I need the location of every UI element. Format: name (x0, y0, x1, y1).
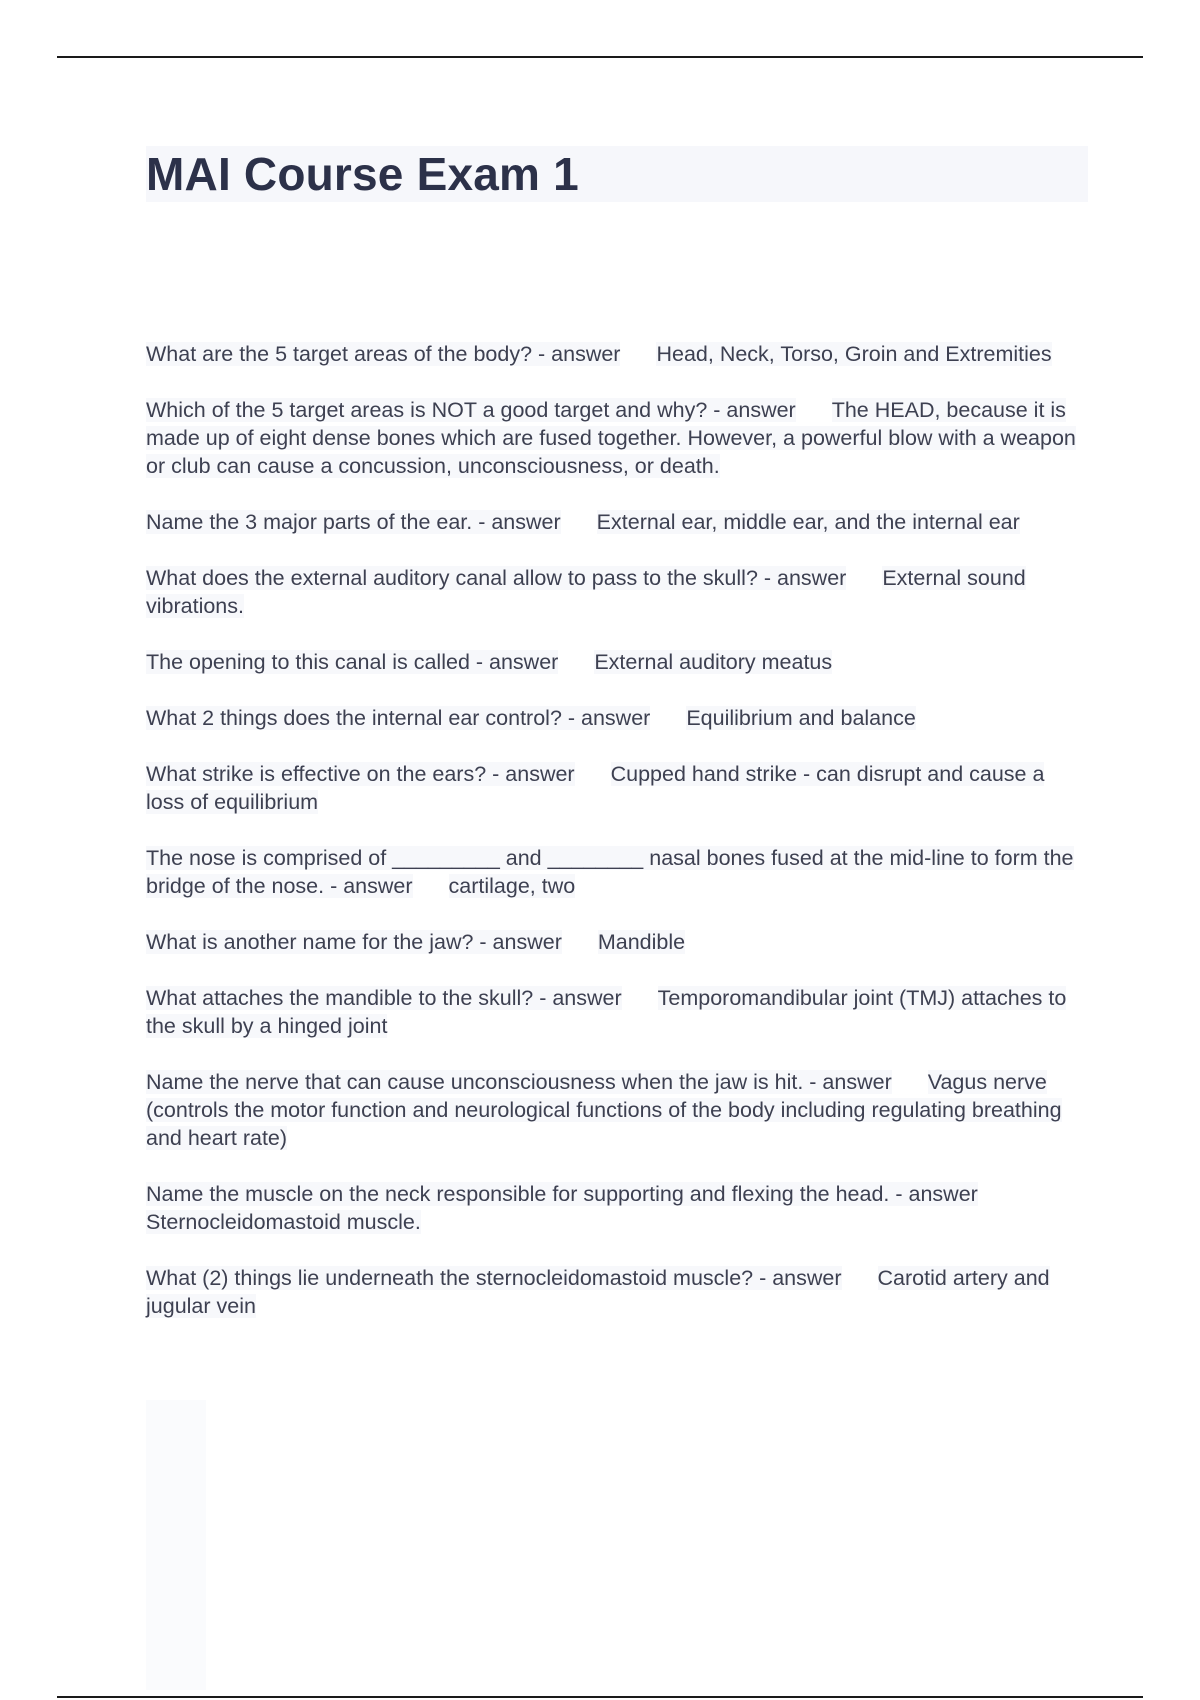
answer-text: Carotid artery and jugular vein (146, 1266, 1050, 1318)
question-text: What are the 5 target areas of the body? - answer (146, 342, 621, 366)
qa-item (146, 340, 1086, 368)
qa-item (146, 760, 1086, 816)
answer-text: Equilibrium and balance (686, 706, 916, 730)
qa-item (146, 844, 1086, 900)
question-text: What attaches the mandible to the skull? - answer (146, 986, 622, 1010)
answer-text: External sound vibrations. (146, 566, 1026, 618)
answer-text: Cupped hand strike - can disrupt and cause a loss of equilibrium (146, 762, 1045, 814)
answer-text: The HEAD, because it is made up of eight dense bones which are fused together. However, a powerful blow with a weapon or club can cause a concussion, unconsciousness, or death. (146, 398, 1076, 478)
qa-item (146, 928, 1086, 956)
question-text: What (2) things lie underneath the sternocleidomastoid muscle? - answer (146, 1266, 842, 1290)
answer-text: Sternocleidomastoid muscle. (146, 1210, 421, 1234)
margin-strip (146, 1400, 206, 1690)
question-text: The opening to this canal is called - answer (146, 650, 559, 674)
qa-item (146, 1068, 1086, 1152)
question-text: Name the muscle on the neck responsible for supporting and flexing the head. - answer (146, 1182, 978, 1206)
document-title: MAI Course Exam 1 (146, 148, 579, 200)
qa-item (146, 396, 1086, 480)
qa-item (146, 648, 1086, 676)
answer-text: Mandible (597, 930, 686, 954)
answer-text: External ear, middle ear, and the internal ear (596, 510, 1020, 534)
qa-item (146, 984, 1086, 1040)
question-text: What 2 things does the internal ear control? - answer (146, 706, 651, 730)
qa-item (146, 1264, 1086, 1320)
answer-text: Head, Neck, Torso, Groin and Extremities (656, 342, 1052, 366)
question-text: Which of the 5 target areas is NOT a good target and why? - answer (146, 398, 796, 422)
top-rule (57, 56, 1143, 58)
qa-item (146, 1180, 1086, 1236)
question-text: What strike is effective on the ears? - answer (146, 762, 575, 786)
qa-item (146, 704, 1086, 732)
qa-item (146, 564, 1086, 620)
question-text: The nose is comprised of _________ and ________ nasal bones fused at the mid-line to form the bridge of the nose. - answer (146, 846, 1074, 898)
question-text: Name the nerve that can cause unconsciousness when the jaw is hit. - answer (146, 1070, 892, 1094)
qa-item (146, 508, 1086, 536)
answer-text: External auditory meatus (594, 650, 833, 674)
bottom-rule (57, 1696, 1143, 1698)
question-text: What does the external auditory canal allow to pass to the skull? - answer (146, 566, 847, 590)
answer-text: Vagus nerve (controls the motor function and neurological functions of the body including regulating breathing and heart rate) (146, 1070, 1062, 1150)
question-text: What is another name for the jaw? - answer (146, 930, 562, 954)
answer-text: cartilage, two (448, 874, 576, 898)
question-text: Name the 3 major parts of the ear. - answer (146, 510, 561, 534)
qa-list (146, 340, 1086, 1348)
answer-text: Temporomandibular joint (TMJ) attaches to the skull by a hinged joint (146, 986, 1067, 1038)
